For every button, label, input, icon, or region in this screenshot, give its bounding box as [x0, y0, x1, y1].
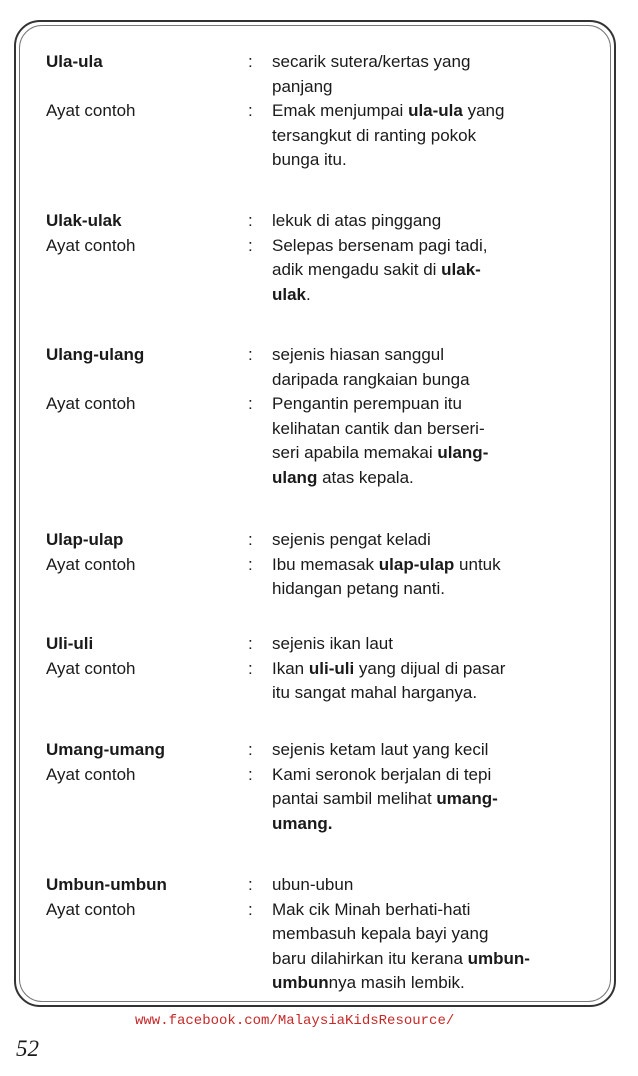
example-label: Ayat contoh	[46, 235, 136, 255]
colon-separator: :	[248, 658, 253, 678]
text-segment: Pengantin perempuan itu	[272, 394, 462, 413]
text-segment: Kami seronok berjalan di tepi	[272, 764, 492, 784]
text-segment: adik mengadu sakit di	[272, 260, 442, 279]
example-sentence	[272, 234, 582, 308]
meaning-line: daripada rangkaian bunga	[272, 369, 470, 389]
text-segment: Mak cik Minah berhati-hati	[272, 899, 471, 919]
meaning-line: sejenis pengat keladi	[272, 530, 431, 549]
text-segment: kelihatan cantik dan berseri-	[272, 418, 485, 438]
example-label: Ayat contoh	[46, 658, 136, 678]
colon-separator: :	[248, 52, 253, 71]
keyword-highlight: uli-uli	[308, 658, 355, 678]
keyword-highlight: ulang	[272, 467, 318, 487]
example-line	[272, 99, 582, 124]
text-segment: Ibu memasak	[272, 554, 379, 574]
text-segment: bunga itu.	[272, 150, 347, 169]
text-segment: tersangkut di ranting pokok	[272, 125, 477, 145]
colon-separator: :	[248, 875, 253, 894]
entry-term: Uli-uli	[46, 634, 94, 653]
text-segment: yang dijual di pasar	[354, 658, 506, 678]
entry-term: Ulak-ulak	[46, 211, 122, 230]
text-segment: itu sangat mahal harganya.	[272, 683, 478, 702]
entry-term: Ulang-ulang	[46, 345, 145, 364]
example-line	[272, 417, 582, 442]
example-line	[272, 898, 582, 923]
example-line	[272, 258, 582, 283]
example-line	[272, 577, 582, 602]
page-number: 52	[16, 1036, 39, 1061]
example-line	[272, 124, 582, 149]
keyword-highlight: umang-	[436, 789, 498, 808]
text-segment: yang	[462, 101, 505, 120]
entry-meaning	[272, 738, 582, 763]
colon-separator: :	[248, 634, 253, 653]
keyword-highlight: ulang-	[437, 443, 489, 462]
keyword-highlight: umbun-	[467, 948, 530, 968]
text-segment: baru dilahirkan itu kerana	[272, 948, 468, 968]
example-line	[272, 922, 582, 947]
text-segment: pantai sambil melihat	[272, 789, 437, 808]
text-segment: Ikan	[272, 658, 309, 678]
keyword-highlight: umbun	[272, 973, 329, 992]
entry-term: Ula-ula	[46, 52, 103, 71]
keyword-highlight: ulak	[272, 284, 307, 304]
colon-separator: :	[248, 764, 253, 784]
entry-meaning	[272, 343, 582, 392]
entry-term: Ulap-ulap	[46, 530, 124, 549]
example-line	[272, 441, 582, 466]
example-sentence	[272, 763, 582, 837]
meaning-line: lekuk di atas pinggang	[272, 211, 442, 230]
meaning-line: secarik sutera/kertas yang	[272, 52, 471, 71]
colon-separator: :	[248, 554, 253, 574]
example-line	[272, 657, 582, 682]
colon-separator: :	[248, 345, 253, 364]
keyword-highlight: ulap-ulap	[378, 554, 455, 574]
text-segment: atas kepala.	[317, 467, 414, 487]
footer-url[interactable]: www.facebook.com/MalaysiaKidsResource/	[135, 1013, 455, 1029]
meaning-line: sejenis ikan laut	[272, 634, 393, 653]
text-segment: Emak menjumpai	[272, 101, 409, 120]
example-line	[272, 148, 582, 173]
example-line	[272, 947, 582, 972]
entry-meaning	[272, 50, 582, 99]
example-line	[272, 466, 582, 491]
meaning-line: ubun-ubun	[272, 875, 354, 894]
example-sentence	[272, 898, 582, 996]
entry-meaning	[272, 873, 582, 898]
example-line	[272, 681, 582, 706]
example-label: Ayat contoh	[46, 554, 136, 574]
meaning-line: sejenis ketam laut yang kecil	[272, 740, 489, 759]
text-segment: membasuh kepala bayi yang	[272, 924, 489, 943]
meaning-line: sejenis hiasan sanggul	[272, 345, 445, 364]
example-line	[272, 553, 582, 578]
entry-meaning	[272, 528, 582, 553]
colon-separator: :	[248, 530, 253, 549]
example-line	[272, 283, 582, 308]
example-label: Ayat contoh	[46, 394, 136, 413]
colon-separator: :	[248, 899, 253, 919]
colon-separator: :	[248, 394, 253, 413]
text-segment: .	[306, 284, 311, 304]
colon-separator: :	[248, 101, 253, 120]
entry-meaning	[272, 632, 582, 657]
meaning-line: panjang	[272, 76, 333, 96]
colon-separator: :	[248, 740, 253, 759]
colon-separator: :	[248, 211, 253, 230]
example-sentence	[272, 553, 582, 602]
example-line	[272, 392, 582, 417]
keyword-highlight: ulak-	[441, 260, 481, 279]
example-line	[272, 763, 582, 788]
example-line	[272, 971, 582, 996]
example-label: Ayat contoh	[46, 101, 136, 120]
keyword-highlight: ula-ula	[408, 101, 463, 120]
entry-term: Umang-umang	[46, 740, 165, 759]
text-segment: untuk	[454, 554, 501, 574]
example-sentence	[272, 392, 582, 490]
example-label: Ayat contoh	[46, 764, 136, 784]
text-segment: nya masih lembik.	[328, 973, 465, 992]
text-segment: Selepas bersenam pagi tadi,	[272, 235, 488, 255]
entry-meaning	[272, 209, 582, 234]
text-segment: hidangan petang nanti.	[272, 579, 445, 598]
colon-separator: :	[248, 235, 253, 255]
example-sentence	[272, 657, 582, 706]
example-line	[272, 812, 582, 837]
example-line	[272, 787, 582, 812]
keyword-highlight: umang.	[272, 813, 333, 833]
example-line	[272, 234, 582, 259]
text-segment: seri apabila memakai	[272, 443, 438, 462]
example-sentence	[272, 99, 582, 173]
example-label: Ayat contoh	[46, 899, 136, 919]
entry-term: Umbun-umbun	[46, 875, 167, 894]
